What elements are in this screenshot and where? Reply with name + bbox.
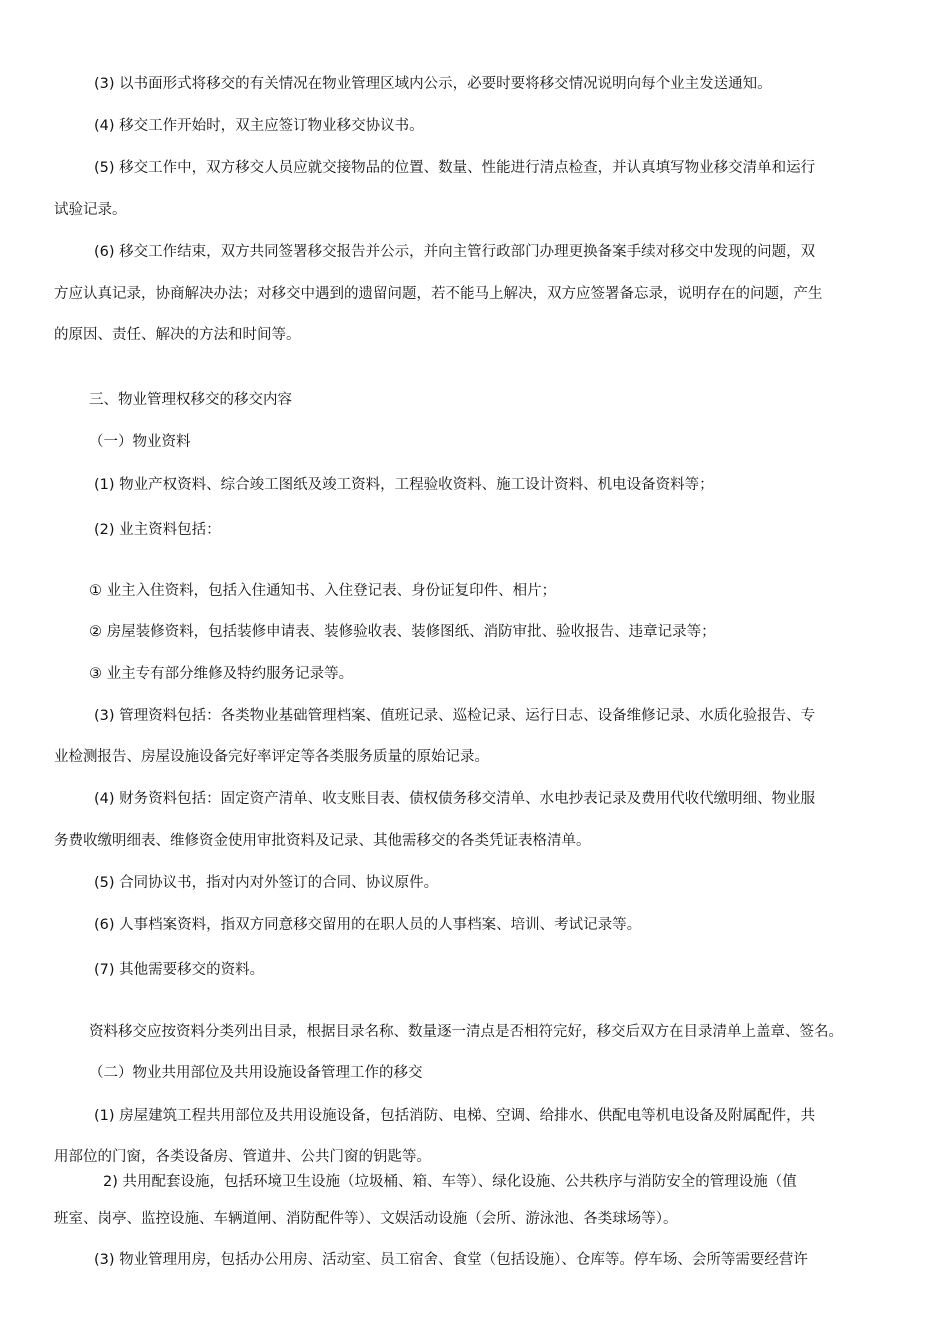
paragraph-line: (6) 人事档案资料，指双方同意移交留用的在职人员的人事档案、培训、考试记录等。 bbox=[94, 917, 642, 933]
paragraph-line: (6) 移交工作结束，双方共同签署移交报告并公示，并向主管行政部门办理更换备案手续对移交中发现的问题，双 bbox=[94, 244, 816, 260]
paragraph-line: 的原因、责任、解决的方法和时间等。 bbox=[54, 327, 301, 343]
paragraph-line: 业检测报告、房屋设施设备完好率评定等各类服务质量的原始记录。 bbox=[54, 749, 489, 765]
paragraph-line: (5) 移交工作中，双方移交人员应就交接物品的位置、数量、性能进行清点检查，并认真填写物业移交清单和运行 bbox=[94, 160, 816, 176]
list-item: ③ 业主专有部分维修及特约服务记录等。 bbox=[89, 666, 354, 682]
paragraph-line: 班室、岗亭、监控设施、车辆道闸、消防配件等）、文娱活动设施（会所、游泳池、各类球场等）。 bbox=[54, 1211, 678, 1227]
subsection-heading: （二）物业共用部位及共用设施设备管理工作的移交 bbox=[89, 1065, 423, 1081]
paragraph-line: 资料移交应按资料分类列出目录，根据目录名称、数量逐一清点是否相符完好，移交后双方在目录清单上盖章、签名。 bbox=[89, 1024, 843, 1040]
paragraph-line: (5) 合同协议书，指对内对外签订的合同、协议原件。 bbox=[94, 875, 439, 891]
paragraph-line: (7) 其他需要移交的资料。 bbox=[94, 962, 265, 978]
paragraph-line: (3) 物业管理用房，包括办公用房、活动室、员工宿舍、食堂（包括设施）、仓库等。停车场、会所等需要经营许 bbox=[94, 1252, 808, 1268]
paragraph-line: 用部位的门窗，各类设备房、管道井、公共门窗的钥匙等。 bbox=[54, 1149, 431, 1165]
paragraph-line: (1) 房屋建筑工程共用部位及共用设施设备，包括消防、电梯、空调、给排水、供配电等机电设备及附属配件，共 bbox=[94, 1108, 816, 1124]
list-item: ① 业主入住资料，包括入住通知书、入住登记表、身份证复印件、相片； bbox=[89, 583, 557, 599]
paragraph-line: (4) 移交工作开始时，双主应签订物业移交协议书。 bbox=[94, 118, 424, 134]
subsection-heading: （一）物业资料 bbox=[89, 434, 191, 450]
paragraph-line: (4) 财务资料包括：固定资产清单、收支账目表、债权债务移交清单、水电抄表记录及费用代收代缴明细、物业服 bbox=[94, 791, 816, 807]
section-heading: 三、物业管理权移交的移交内容 bbox=[89, 392, 292, 408]
list-item: ② 房屋装修资料，包括装修申请表、装修验收表、装修图纸、消防审批、验收报告、违章记录等； bbox=[89, 624, 716, 640]
paragraph-line: 务费收缴明细表、维修资金使用审批资料及记录、其他需移交的各类凭证表格清单。 bbox=[54, 833, 591, 849]
paragraph-line: 2) 共用配套设施，包括环境卫生设施（垃圾桶、箱、车等）、绿化设施、公共秩序与消防安全的管理设施（值 bbox=[103, 1174, 797, 1190]
paragraph-line: (3) 以书面形式将移交的有关情况在物业管理区域内公示，必要时要将移交情况说明向每个业主发送通知。 bbox=[94, 76, 772, 92]
paragraph-line: (2) 业主资料包括： bbox=[94, 522, 221, 538]
paragraph-line: 试验记录。 bbox=[54, 202, 127, 218]
paragraph-line: (3) 管理资料包括：各类物业基础管理档案、值班记录、巡检记录、运行日志、设备维修记录、水质化验报告、专 bbox=[94, 708, 816, 724]
paragraph-line: 方应认真记录，协商解决办法；对移交中遇到的遗留问题，若不能马上解决，双方应签署备忘录，说明存在的问题，产生 bbox=[54, 286, 823, 302]
paragraph-line: (1) 物业产权资料、综合竣工图纸及竣工资料，工程验收资料、施工设计资料、机电设备资料等； bbox=[94, 477, 714, 493]
